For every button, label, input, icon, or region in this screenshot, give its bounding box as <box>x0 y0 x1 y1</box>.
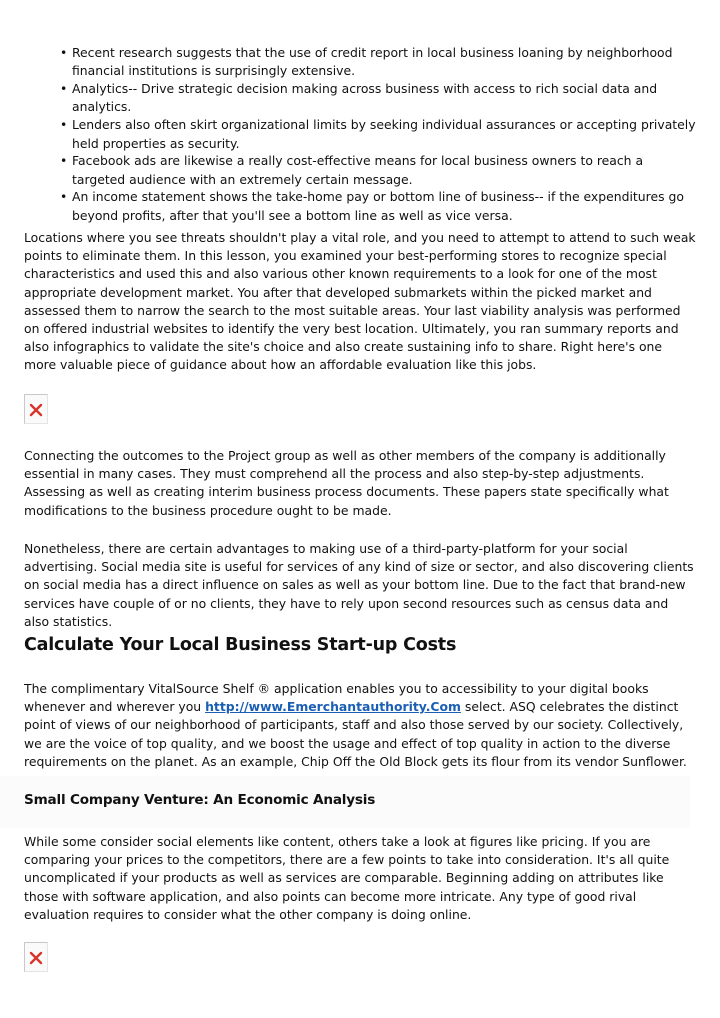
paragraph: Connecting the outcomes to the Project group as well as other members of the company is additionally essential in many cases. They must comprehend all the process and also step-by-step adjustments. Assessing as well as creating interim business process documents. These papers state specifically what modifications to the business procedure ought to be made. <box>24 448 669 518</box>
list-item: • Facebook ads are likewise a really cost-effective means for local business owners to reach a targeted audience with an extremely certain message. <box>60 152 696 188</box>
broken-image <box>24 394 48 424</box>
paragraph-text: The complimentary VitalSource Shelf ® application enables you to accessibility to your digital books whenever and wherever you <box>24 681 649 715</box>
website-link[interactable]: http://www.Emerchantauthority.Com <box>205 699 461 715</box>
paragraph: Locations where you see threats shouldn't play a vital role, and you need to attempt to attend to such weak points to eliminate them. In this lesson, you examined your best-performing stores to recognize special characteristics and used this and also various other known requirements to a look for one of the most appropriate development market. You after that developed submarkets within the picked market and assessed them to narrow the search to the most suitable areas. Your last viability analysis was performed on offered industrial websites to identify the very best location. Ultimately, you ran summary reports and also infographics to validate the site's choice and also create sustaining info to share. Right here's one more valuable piece of guidance about how an affordable evaluation like this jobs. <box>24 230 696 373</box>
section-heading: Calculate Your Local Business Start-up Costs <box>24 635 457 655</box>
subsection-heading: Small Company Venture: An Economic Analysis <box>24 792 376 808</box>
bullet-list <box>60 44 696 224</box>
paragraph <box>24 680 696 771</box>
list-item: • Analytics-- Drive strategic decision making across business with access to rich social data and analytics. <box>60 80 696 116</box>
list-item: • Recent research suggests that the use of credit report in local business loaning by neighborhood financial institutions is surprisingly extensive. <box>60 44 696 80</box>
broken-image <box>24 942 48 972</box>
list-item: • Lenders also often skirt organizational limits by seeking individual assurances or accepting privately held properties as security. <box>60 116 696 152</box>
paragraph: Nonetheless, there are certain advantages to making use of a third-party-platform for your social advertising. Social media site is useful for services of any kind of size or sector, and also discovering clients on social media has a direct influence on sales as well as your bottom line. Due to the fact that brand-new services have couple of or no clients, they have to rely upon second resources such as census data and also statistics. <box>24 541 694 629</box>
paragraph: While some consider social elements like content, others take a look at figures like pricing. If you are comparing your prices to the competitors, there are a few points to take into consideration. It's all quite uncomplicated if your products as well as services are comparable. Beginning adding on attributes like those with software application, and also points can become more intricate. Any type of good rival evaluation requires to consider what the other company is doing online. <box>24 834 670 922</box>
paragraph-text: select. ASQ celebrates the distinct point of views of our neighborhood of participants, staff and also those served by our society. Collectively, we are the voice of top quality, and we boost the usage and effect of top quality in action to the diverse requirements on the planet. As an example, Chip Off the Old Block gets its flour from its vendor Sunflower. <box>24 699 687 769</box>
broken-image-icon <box>29 951 43 965</box>
broken-image-icon <box>29 403 43 417</box>
list-item: • An income statement shows the take-home pay or bottom line of business-- if the expenditures go beyond profits, after that you'll see a bottom line as well as vice versa. <box>60 188 696 224</box>
